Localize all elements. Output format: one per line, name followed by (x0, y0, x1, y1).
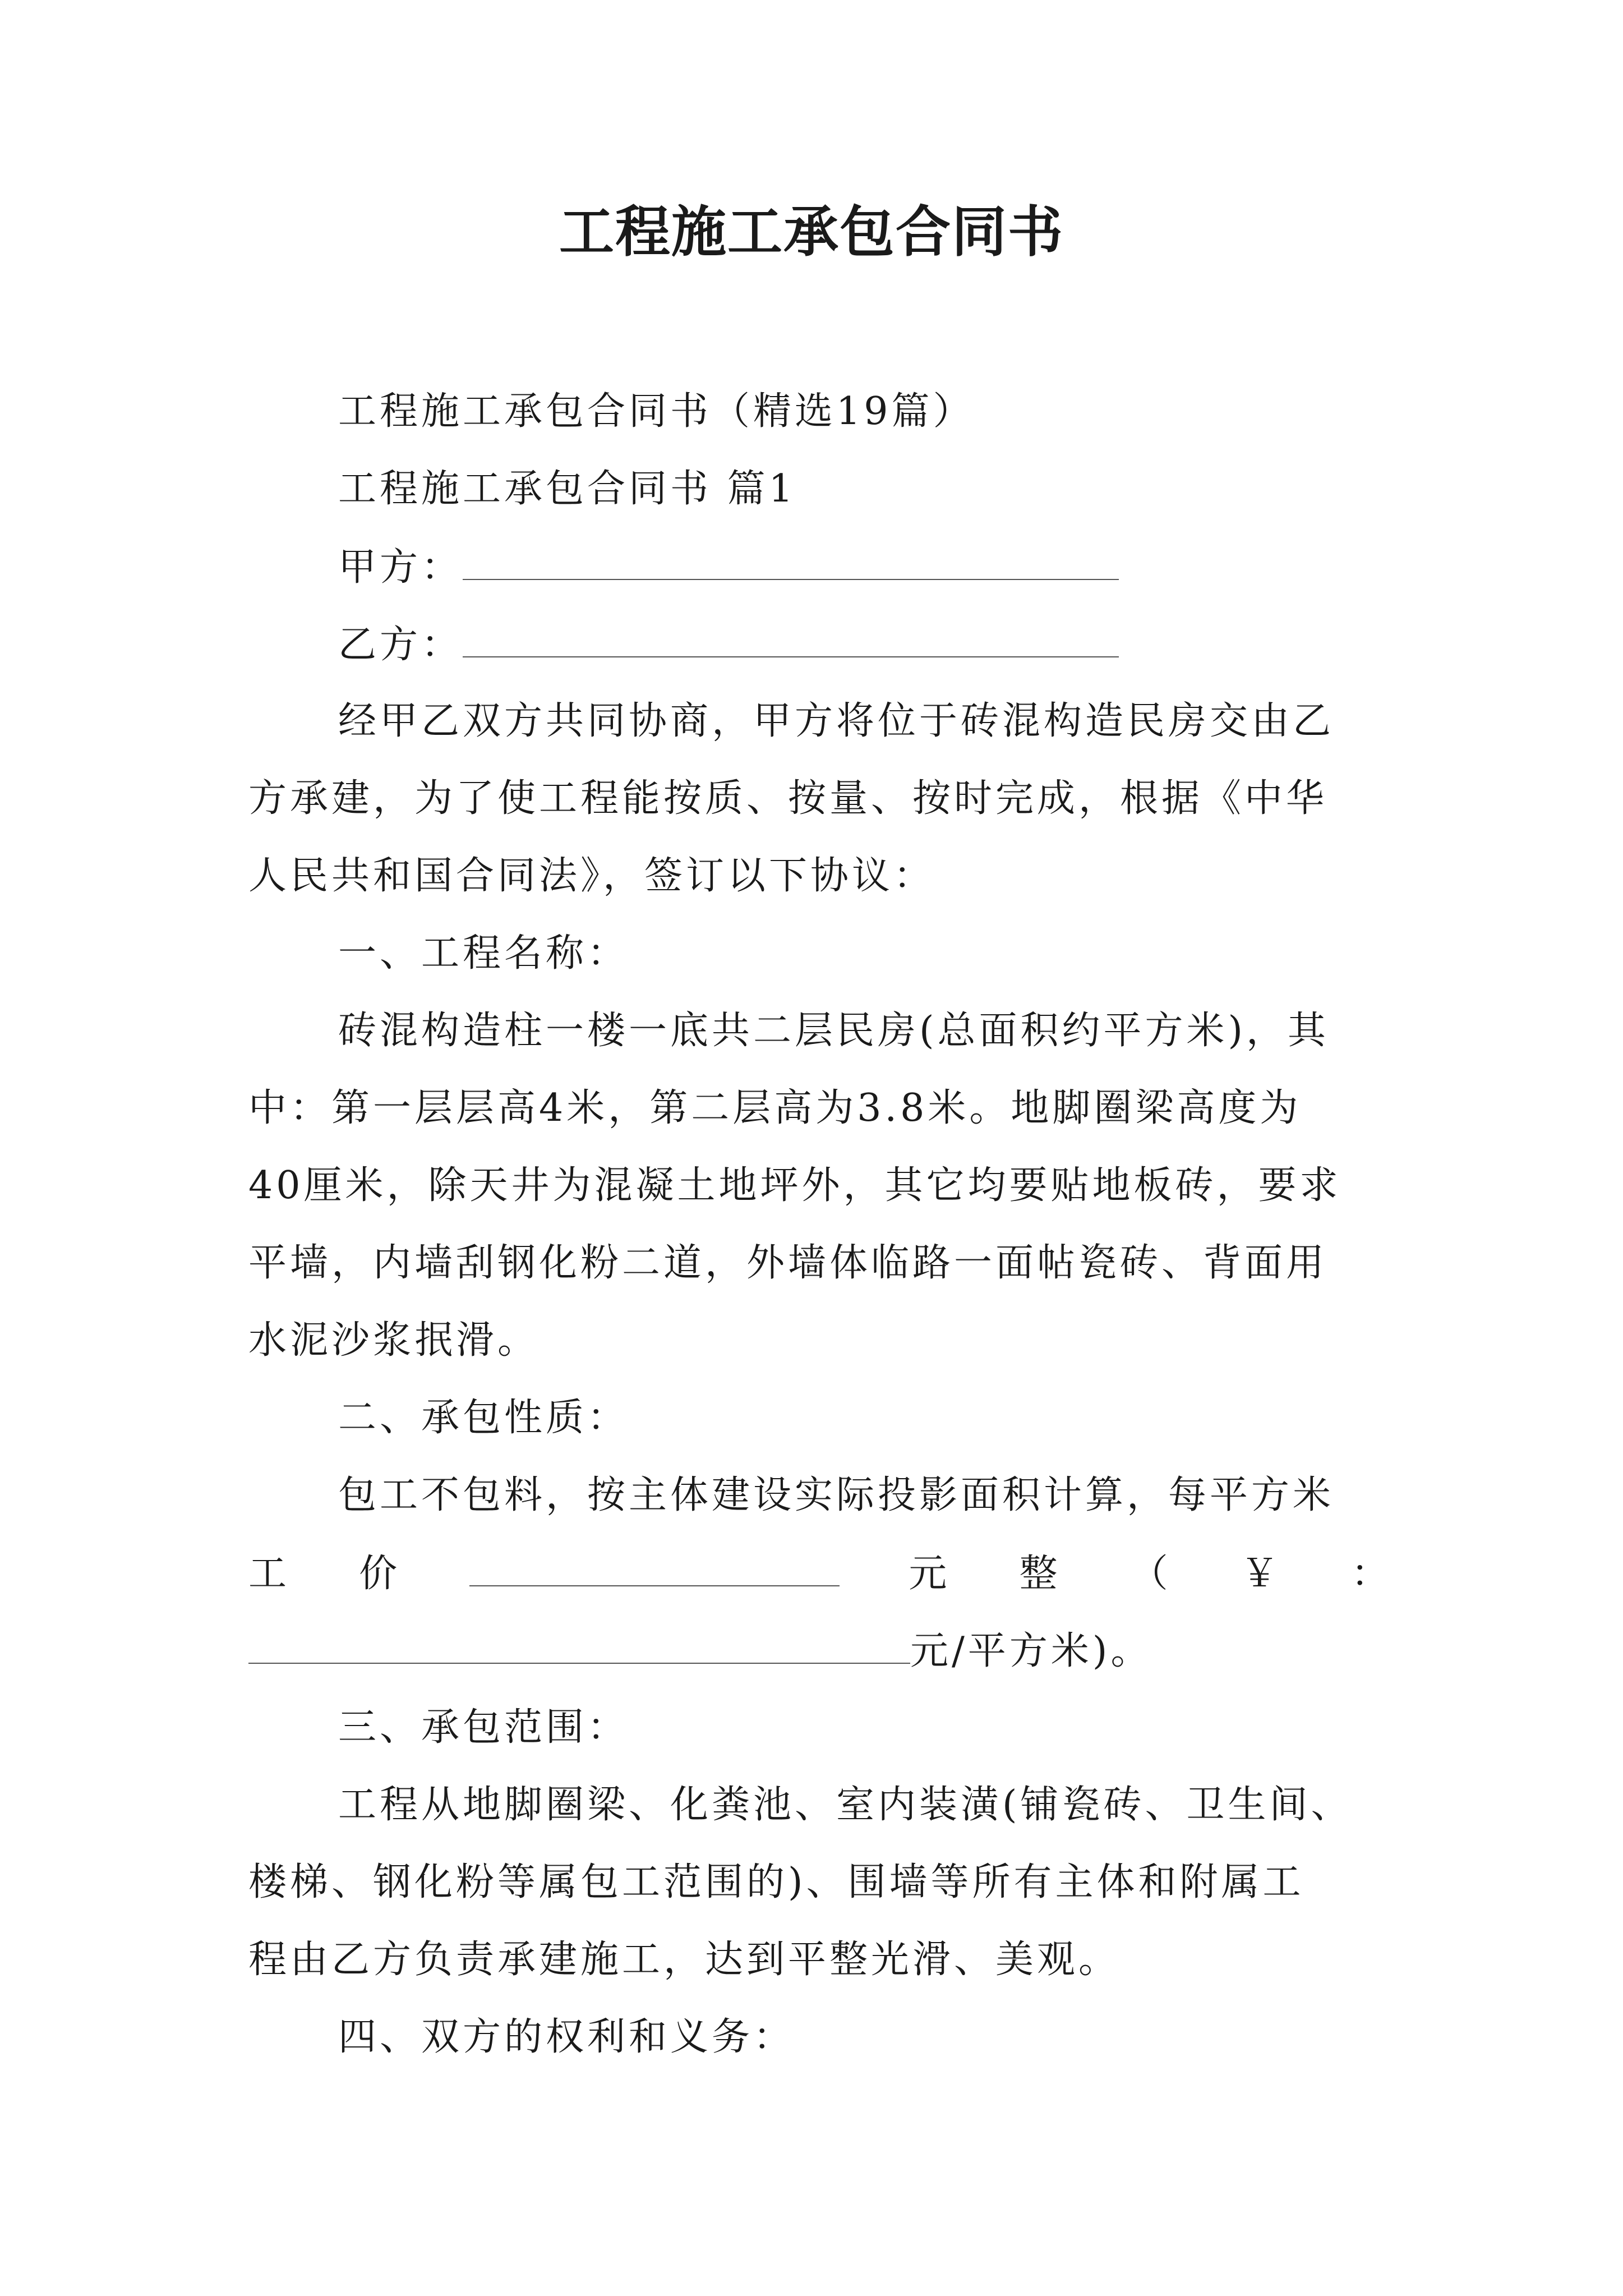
clause2-yuan: 元 (909, 1552, 951, 1596)
clause1-line-2: 中：第一层层高4米，第二层高为3.8米。地脚圈梁高度为 (248, 1086, 1302, 1130)
clause2-gong: 工 (248, 1552, 291, 1596)
yen-amount-blank (248, 1631, 910, 1664)
section-heading: 工程施工承包合同书 篇1 (338, 467, 796, 511)
intro-line-1: 经甲乙双方共同协商，甲方将位于砖混构造民房交由乙 (338, 699, 1335, 743)
clause2-line-3 (248, 1631, 1393, 1671)
clause3-line-2: 楼梯、钢化粉等属包工范围的)、围墙等所有主体和附属工 (248, 1860, 1304, 1904)
clause3-line-1: 工程从地脚圈梁、化粪池、室内装潢(铺瓷砖、卫生间、 (338, 1783, 1353, 1827)
clause2-heading: 二、承包性质： (338, 1396, 629, 1440)
clause1-line-1: 砖混构造柱一楼一底共二层民房(总面积约平方米)，其 (338, 1009, 1330, 1053)
intro-line-3: 人民共和国合同法》，签订以下协议： (248, 854, 935, 898)
party-b-blank (463, 625, 1119, 657)
clause2-yen: ￥ (1240, 1552, 1282, 1596)
clause1-heading: 一、工程名称： (338, 931, 629, 976)
clause4-heading: 四、双方的权利和义务： (338, 2015, 795, 2059)
intro-line-2: 方承建，为了使工程能按质、按量、按时完成，根据《中华 (248, 776, 1328, 821)
party-b-line (248, 623, 1482, 667)
clause1-line-4: 平墙，内墙刮钢化粉二道，外墙体临路一面帖瓷砖、背面用 (248, 1241, 1328, 1285)
party-b-label: 乙方： (338, 623, 463, 667)
party-a-line (248, 545, 1482, 590)
document-subtitle: 工程施工承包合同书（精选19篇） (338, 389, 975, 434)
clause2-price-line (248, 1552, 1393, 1596)
clause2-line3-suffix: 元/平方米)。 (910, 1629, 1152, 1673)
clause2-paren: （ (1129, 1552, 1172, 1596)
clause1-line-5: 水泥沙浆抿滑。 (248, 1318, 540, 1363)
clause2-zheng: 整 (1019, 1552, 1061, 1596)
clause3-heading: 三、承包范围： (338, 1705, 629, 1750)
party-a-blank (463, 547, 1119, 580)
unit-price-blank (469, 1554, 840, 1586)
clause3-line-3: 程由乙方负责承建施工，达到平整光滑、美观。 (248, 1938, 1121, 1982)
party-a-label: 甲方： (338, 545, 463, 590)
clause2-jia: 价 (359, 1552, 401, 1596)
clause2-colon: ： (1350, 1552, 1393, 1596)
clause2-line-1: 包工不包料，按主体建设实际投影面积计算，每平方米 (338, 1473, 1335, 1517)
clause1-line-3: 40厘米，除天井为混凝土地坪外，其它均要贴地板砖，要求 (248, 1163, 1341, 1208)
document-title: 工程施工承包合同书 (559, 200, 1064, 264)
